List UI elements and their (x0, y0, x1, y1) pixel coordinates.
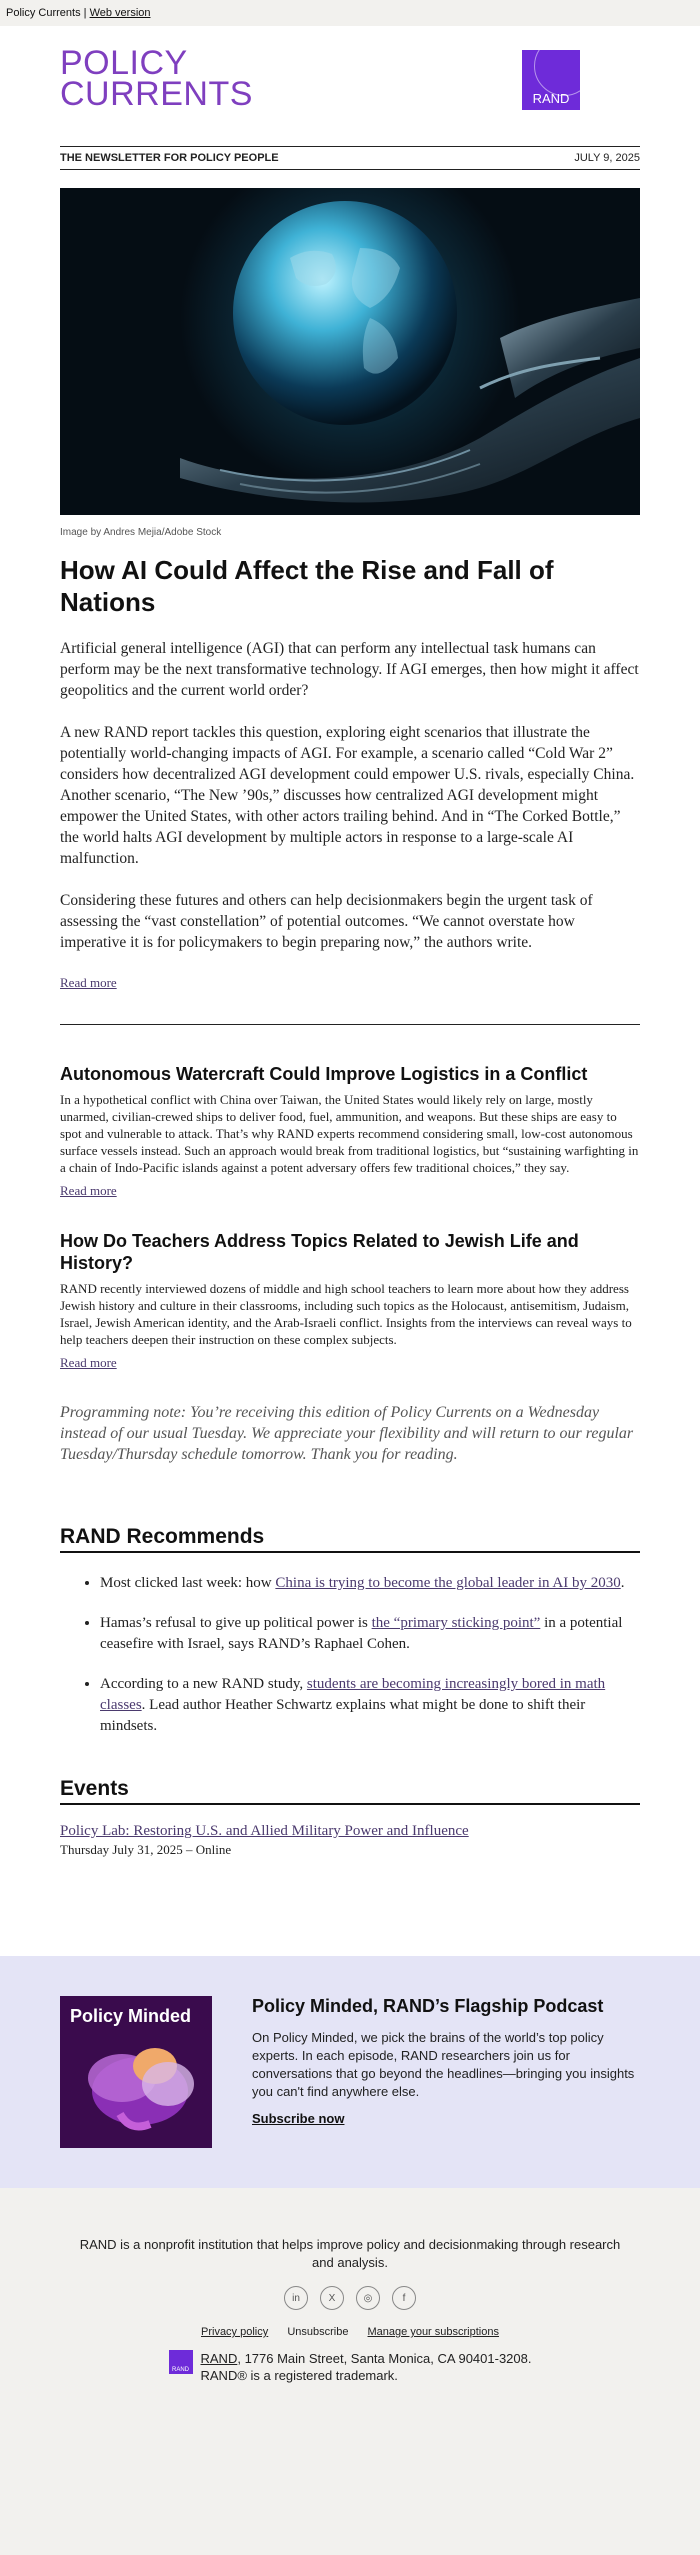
section-divider (60, 1024, 640, 1025)
story-body: RAND recently interviewed dozens of middle and high school teachers to learn more about how they address Jewish history and culture in their classrooms, including such topics as the Holocaust, antisemitism, Judaism, Israel, Jewish American identity, and the Arab-Israeli conflict. Insights from the interviews can reveal ways to help teachers deepen their instruction on these complex subjects. (60, 1281, 632, 1347)
logo-line-1: POLICY (60, 44, 188, 82)
events-section (60, 1777, 640, 1858)
podcast-title: Policy Minded, RAND’s Flagship Podcast (252, 1996, 604, 2016)
recommend-item (100, 1573, 640, 1594)
rand-mini-logo: RAND (169, 2350, 193, 2374)
story-body: In a hypothetical conflict with China over Taiwan, the United States would likely rely on large, mostly unarmed, civilian-crewed ships to deliver food, fuel, ammunition, and weapons. But these ships are easy to spot and vulnerable to attack. That’s why RAND experts recommend considering small, low-cost autonomous surface vessels instead. Such an approach would break from traditional logistics, but “sustaining warfighting in a chain of Indo-Pacific islands against a potent adversary offers few traditional choices,” they say. (60, 1092, 639, 1175)
lead-read-more-link[interactable]: Read more (60, 975, 117, 990)
recommend-text: in a potential ceasefire with Israel, says RAND’s Raphael Cohen. (100, 1615, 623, 1652)
event-link[interactable]: Policy Lab: Restoring U.S. and Allied Military Power and Influence (60, 1823, 469, 1839)
recommend-text: Hamas’s refusal to give up political power is (100, 1615, 372, 1631)
newsletter-body (0, 26, 700, 2502)
podcast-text (252, 1996, 642, 2128)
programming-note: Programming note: You’re receiving this edition of Policy Currents on a Wednesday instead of our usual Tuesday. We appreciate your flexibility and will return to our regular Tuesday/Thursday schedule tomorrow. Thank you for reading. (60, 1404, 634, 1463)
tagline-bar (60, 146, 640, 170)
recommend-text: . Lead author Heather Schwartz explains what might be done to shift their mindsets. (100, 1697, 586, 1734)
recommend-text: . (620, 1575, 625, 1591)
privacy-policy-link[interactable]: Privacy policy (201, 2326, 269, 2338)
recommend-link[interactable]: China is trying to become the global leader in AI by 2030 (275, 1575, 621, 1591)
story-teachers-jewish-history (60, 1230, 640, 1372)
recommend-text: Most clicked last week: how (100, 1575, 276, 1591)
events-heading: Events (60, 1777, 640, 1805)
top-bar (0, 0, 700, 26)
separator: | (83, 7, 87, 19)
rand-logo-text: RAND (532, 91, 570, 106)
footer-address (169, 2350, 532, 2384)
lead-story-title[interactable]: How AI Could Affect the Rise and Fall of Nations (60, 555, 554, 617)
trademark-text: RAND® is a registered trademark. (200, 2368, 398, 2383)
lead-paragraph: Artificial general intelligence (AGI) that can perform any intellectual task humans can perform may be the next transformative technology. If AGI emerges, then how might it affect geopolitics and the current world order? (60, 640, 639, 699)
story-autonomous-watercraft (60, 1063, 640, 1200)
podcast-artwork-title: Policy Minded (70, 2006, 192, 2026)
facebook-icon[interactable]: f (392, 2286, 416, 2310)
masthead (60, 26, 640, 138)
social-links (0, 2286, 700, 2310)
rand-logo[interactable] (522, 50, 580, 110)
rand-recommends-section (60, 1525, 640, 1737)
story-read-more-link[interactable]: Read more (60, 1183, 117, 1198)
lead-story-body (60, 638, 640, 953)
recommend-text: According to a new RAND study, (100, 1676, 307, 1692)
newsletter-name: Policy Currents (6, 7, 81, 19)
podcast-artwork[interactable] (60, 1996, 212, 2148)
rand-link[interactable]: RAND (200, 2351, 238, 2366)
story-title[interactable]: Autonomous Watercraft Could Improve Logistics in a Conflict (60, 1064, 588, 1084)
tagline: THE NEWSLETTER FOR POLICY PEOPLE (60, 152, 279, 164)
recommends-list (60, 1573, 640, 1737)
subscribe-now-link[interactable]: Subscribe now (252, 2111, 345, 2126)
footer-links (0, 2326, 700, 2338)
image-credit: Image by Andres Mejia/Adobe Stock (60, 527, 222, 538)
globe-robot-hand-illustration (60, 188, 640, 515)
logo-line-2: CURRENTS (60, 75, 253, 113)
x-icon[interactable]: X (320, 2286, 344, 2310)
recommend-link[interactable]: the “primary sticking point” (371, 1615, 541, 1631)
recommend-link[interactable]: students are becoming increasingly bored in math classes (100, 1676, 606, 1713)
recommend-item (100, 1674, 640, 1737)
podcast-promo (0, 1956, 700, 2188)
manage-subscriptions-link[interactable]: Manage your subscriptions (367, 2326, 499, 2338)
story-read-more-link[interactable]: Read more (60, 1355, 117, 1370)
event-date: Thursday July 31, 2025 – Online (60, 1842, 232, 1857)
issue-date: JULY 9, 2025 (574, 152, 640, 164)
hero-image[interactable] (60, 188, 640, 515)
instagram-icon[interactable]: ◎ (356, 2286, 380, 2310)
recommend-item (100, 1613, 640, 1655)
lead-paragraph: Considering these futures and others can help decisionmakers begin the urgent task of assessing the “vast constellation” of potential outcomes. “We cannot overstate how imperative it is for policymakers to begin preparing now,” the authors write. (60, 892, 593, 951)
web-version-link[interactable]: Web version (89, 7, 151, 19)
podcast-description: On Policy Minded, we pick the brains of the world’s top policy experts. In each episode, RAND researchers join us for conversations that go beyond the headlines—bringing you insights you can't find anywhere else. (252, 2030, 635, 2099)
linkedin-icon[interactable]: in (284, 2286, 308, 2310)
lead-paragraph: A new RAND report tackles this question, exploring eight scenarios that illustrate the potentially world-changing impacts of AGI. For example, a scenario called “Cold War 2” considers how decentralized AGI development could empower U.S. rivals, especially China. Another scenario, “The New ’90s,” discusses how centralized AGI development might empower the United States, with other actors trailing behind. And in “The Corked Bottle,” the world halts AGI development by multiple actors in response to a large-scale AI malfunction. (60, 724, 635, 867)
footer (0, 2188, 700, 2502)
recommends-heading: RAND Recommends (60, 1525, 640, 1553)
story-title[interactable]: How Do Teachers Address Topics Related to Jewish Life and History? (60, 1231, 579, 1273)
unsubscribe-link[interactable]: Unsubscribe (287, 2326, 349, 2338)
address-text: , 1776 Main Street, Santa Monica, CA 90401-3208. (237, 2351, 532, 2366)
footer-about: RAND is a nonprofit institution that helps improve policy and decisionmaking through research and analysis. (79, 2237, 621, 2270)
